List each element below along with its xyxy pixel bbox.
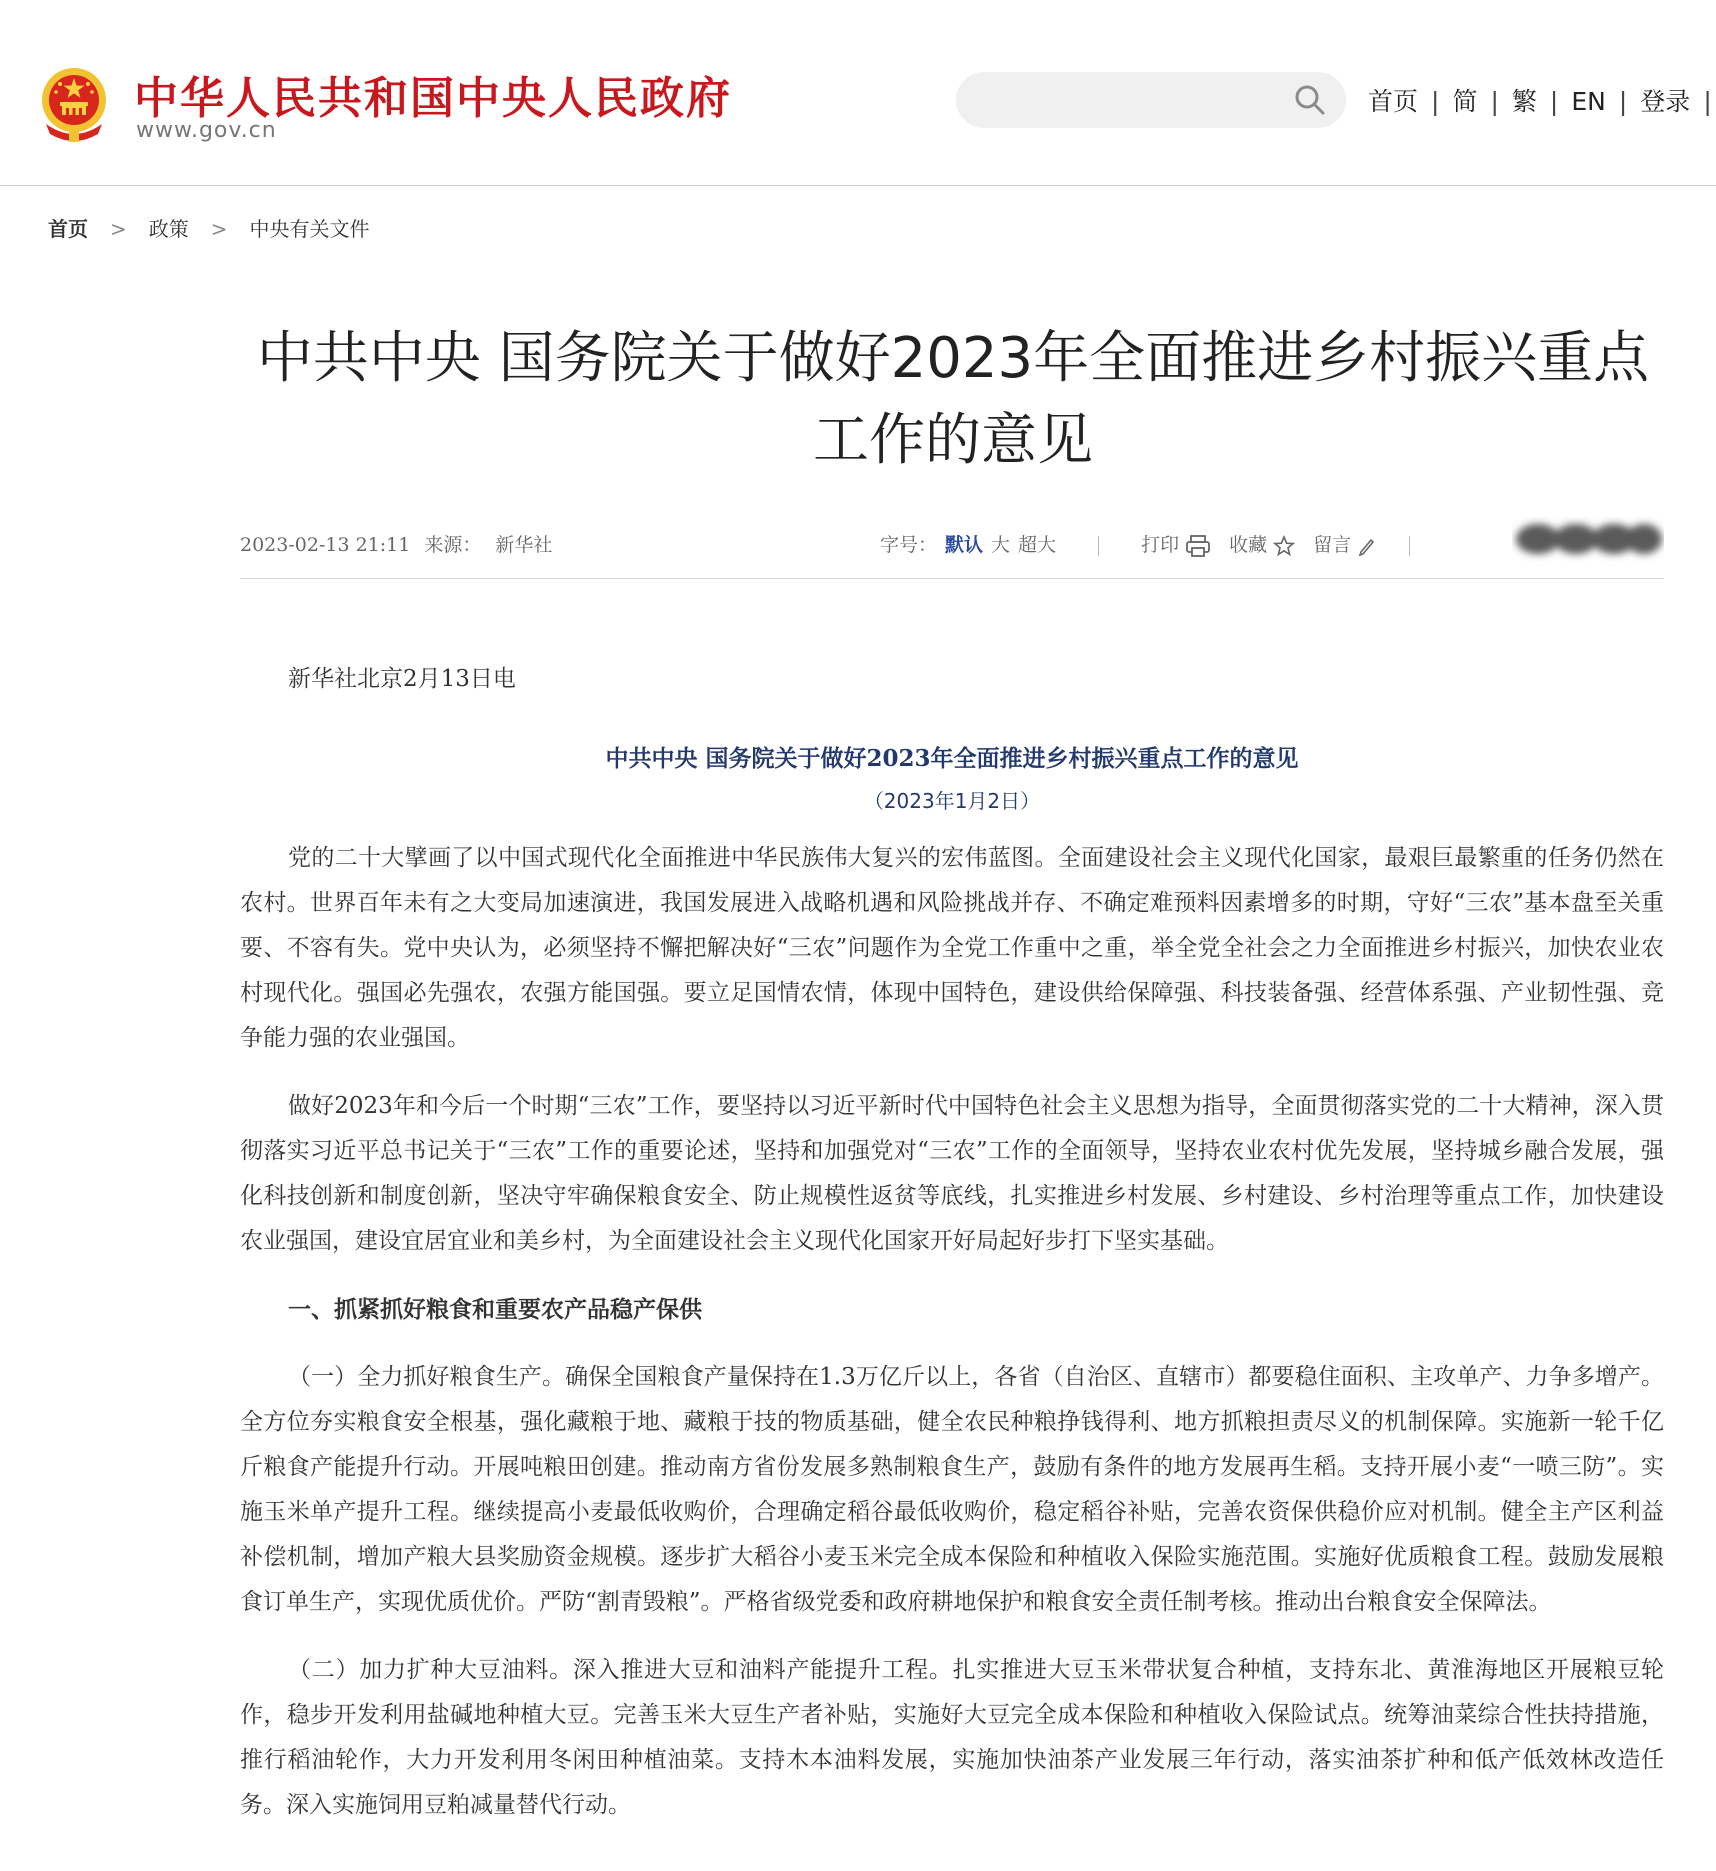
section-heading: 一、抓紧抓好粮食和重要农产品稳产保供 (288, 1296, 702, 1323)
paragraph: （二）加力扩种大豆油料。深入推进大豆和油料产能提升工程。扎实推进大豆玉米带状复合种植，支持东北、黄淮海地区开展粮豆轮作，稳步开发利用盐碱地种植大豆。完善玉米大豆生产者补贴，实施好大豆完全成本保险和种植收入保险试点。统筹油菜综合性扶持措施，推行稻油轮作，大力开发利用冬闲田种植油菜。支持木本油料发展，实施加快油茶产业发展三年行动，落实油茶扩种和低产低效林改造任务。深入实施饲用豆粕减量替代行动。 (240, 1657, 1664, 1818)
document-date: （2023年1月2日） (863, 789, 1041, 813)
paragraph: （一）全力抓好粮食生产。确保全国粮食产量保持在1.3万亿斤以上，各省（自治区、直辖市）都要稳住面积、主攻单产、力争多增产。全方位夯实粮食安全根基，强化藏粮于地、藏粮于技的物质基础，健全农民种粮挣钱得利、地方抓粮担责尽义的机制保障。实施新一轮千亿斤粮食产能提升行动。开展吨粮田创建。推动南方省份发展多熟制粮食生产，鼓励有条件的地方发展再生稻。支持开展小麦“一喷三防”。实施玉米单产提升工程。继续提高小麦最低收购价，合理确定稻谷最低收购价，稳定稻谷补贴，完善农资保供稳价应对机制。健全主产区利益补偿机制，增加产粮大县奖励资金规模。逐步扩大稻谷小麦玉米完全成本保险和种植收入保险实施范围。实施好优质粮食工程。鼓励发展粮食订单生产，实现优质优价。严防“割青毁粮”。严格省级党委和政府耕地保护和粮食安全责任制考核。推动出台粮食安全保障法。 (240, 1364, 1664, 1615)
nav-separator: | (1703, 87, 1712, 116)
site-header (0, 0, 1716, 186)
nav-login[interactable]: 登录 (1640, 87, 1691, 116)
breadcrumb-home[interactable]: 首页 (48, 217, 88, 241)
search-icon[interactable] (1294, 84, 1326, 116)
paragraph: 做好2023年和今后一个时期“三农”工作，要坚持以习近平新时代中国特色社会主义思想为指导，全面贯彻落实党的二十大精神，深入贯彻落实习近平总书记关于“三农”工作的重要论述，坚持和加强党对“三农”工作的全面领导，坚持农业农村优先发展，坚持城乡融合发展，强化科技创新和制度创新，坚决守牢确保粮食安全、防止规模性返贫等底线，扎实推进乡村发展、乡村建设、乡村治理等重点工作，加快建设农业强国，建设宜居宜业和美乡村，为全面建设社会主义现代化国家开好局起好步打下坚实基础。 (240, 1093, 1664, 1254)
star-icon (1273, 535, 1295, 557)
site-name[interactable]: 中华人民共和国中央人民政府 (134, 73, 732, 124)
article-body (240, 658, 1664, 1851)
source-label: 来源： (424, 534, 482, 556)
font-size-default[interactable]: 默认 (945, 534, 984, 556)
top-nav (1368, 82, 1716, 118)
divider (1098, 536, 1099, 556)
divider (1409, 536, 1410, 556)
page-title: 中共中央 国务院关于做好2023年全面推进乡村振兴重点工作的意见 (256, 326, 1650, 473)
search-input[interactable] (984, 82, 1268, 120)
nav-separator: | (1490, 87, 1499, 116)
document-title: 中共中央 国务院关于做好2023年全面推进乡村振兴重点工作的意见 (605, 745, 1299, 772)
publish-datetime: 2023-02-13 21:11 (240, 534, 411, 556)
breadcrumb (48, 213, 370, 242)
nav-home[interactable]: 首页 (1368, 87, 1419, 116)
article-meta-bar (240, 528, 1664, 579)
favorite-button[interactable] (1229, 534, 1313, 556)
pencil-icon (1357, 536, 1375, 556)
article-tools (880, 530, 1446, 558)
nav-separator: | (1618, 87, 1628, 116)
search-box (956, 72, 1346, 128)
breadcrumb-policy[interactable]: 政策 (148, 217, 189, 241)
comment-button[interactable] (1313, 534, 1393, 556)
favorite-label: 收藏 (1229, 534, 1268, 556)
printer-icon (1185, 534, 1211, 558)
nav-english[interactable]: EN (1571, 87, 1606, 116)
comment-label: 留言 (1313, 534, 1352, 556)
dateline: 新华社北京2月13日电 (288, 666, 516, 692)
paragraph: 党的二十大擘画了以中国式现代化全面推进中华民族伟大复兴的宏伟蓝图。全面建设社会主义现代化国家，最艰巨最繁重的任务仍然在农村。世界百年未有之大变局加速演进，我国发展进入战略机遇和风险挑战并存、不确定难预料因素增多的时期，守好“三农”基本盘至关重要、不容有失。党中央认为，必须坚持不懈把解决好“三农”问题作为全党工作重中之重，举全党全社会之力全面推进乡村振兴，加快农业农村现代化。强国必先强农，农强方能国强。要立足国情农情，体现中国特色，建设供给保障强、科技装备强、经营体系强、产业韧性强、竞争能力强的农业强国。 (240, 845, 1664, 1051)
chevron-right-icon: > (210, 217, 228, 241)
site-url[interactable]: www.gov.cn (136, 118, 277, 143)
source-name: 新华社 (495, 534, 553, 556)
font-size-label: 字号： (880, 534, 938, 556)
national-emblem-icon[interactable] (36, 64, 112, 144)
chevron-right-icon: > (110, 217, 127, 241)
font-size-extra-large[interactable]: 超大 (1018, 534, 1057, 556)
nav-traditional[interactable]: 繁 (1511, 87, 1537, 116)
print-label: 打印 (1141, 534, 1180, 556)
print-button[interactable] (1141, 534, 1229, 556)
breadcrumb-central-documents[interactable]: 中央有关文件 (249, 217, 370, 241)
share-icons-blurred[interactable] (1512, 516, 1664, 562)
article-meta-info (240, 530, 552, 557)
nav-separator: | (1549, 87, 1559, 116)
font-size-large[interactable]: 大 (991, 534, 1011, 556)
nav-separator: | (1431, 87, 1440, 116)
nav-simplified[interactable]: 简 (1452, 87, 1478, 116)
